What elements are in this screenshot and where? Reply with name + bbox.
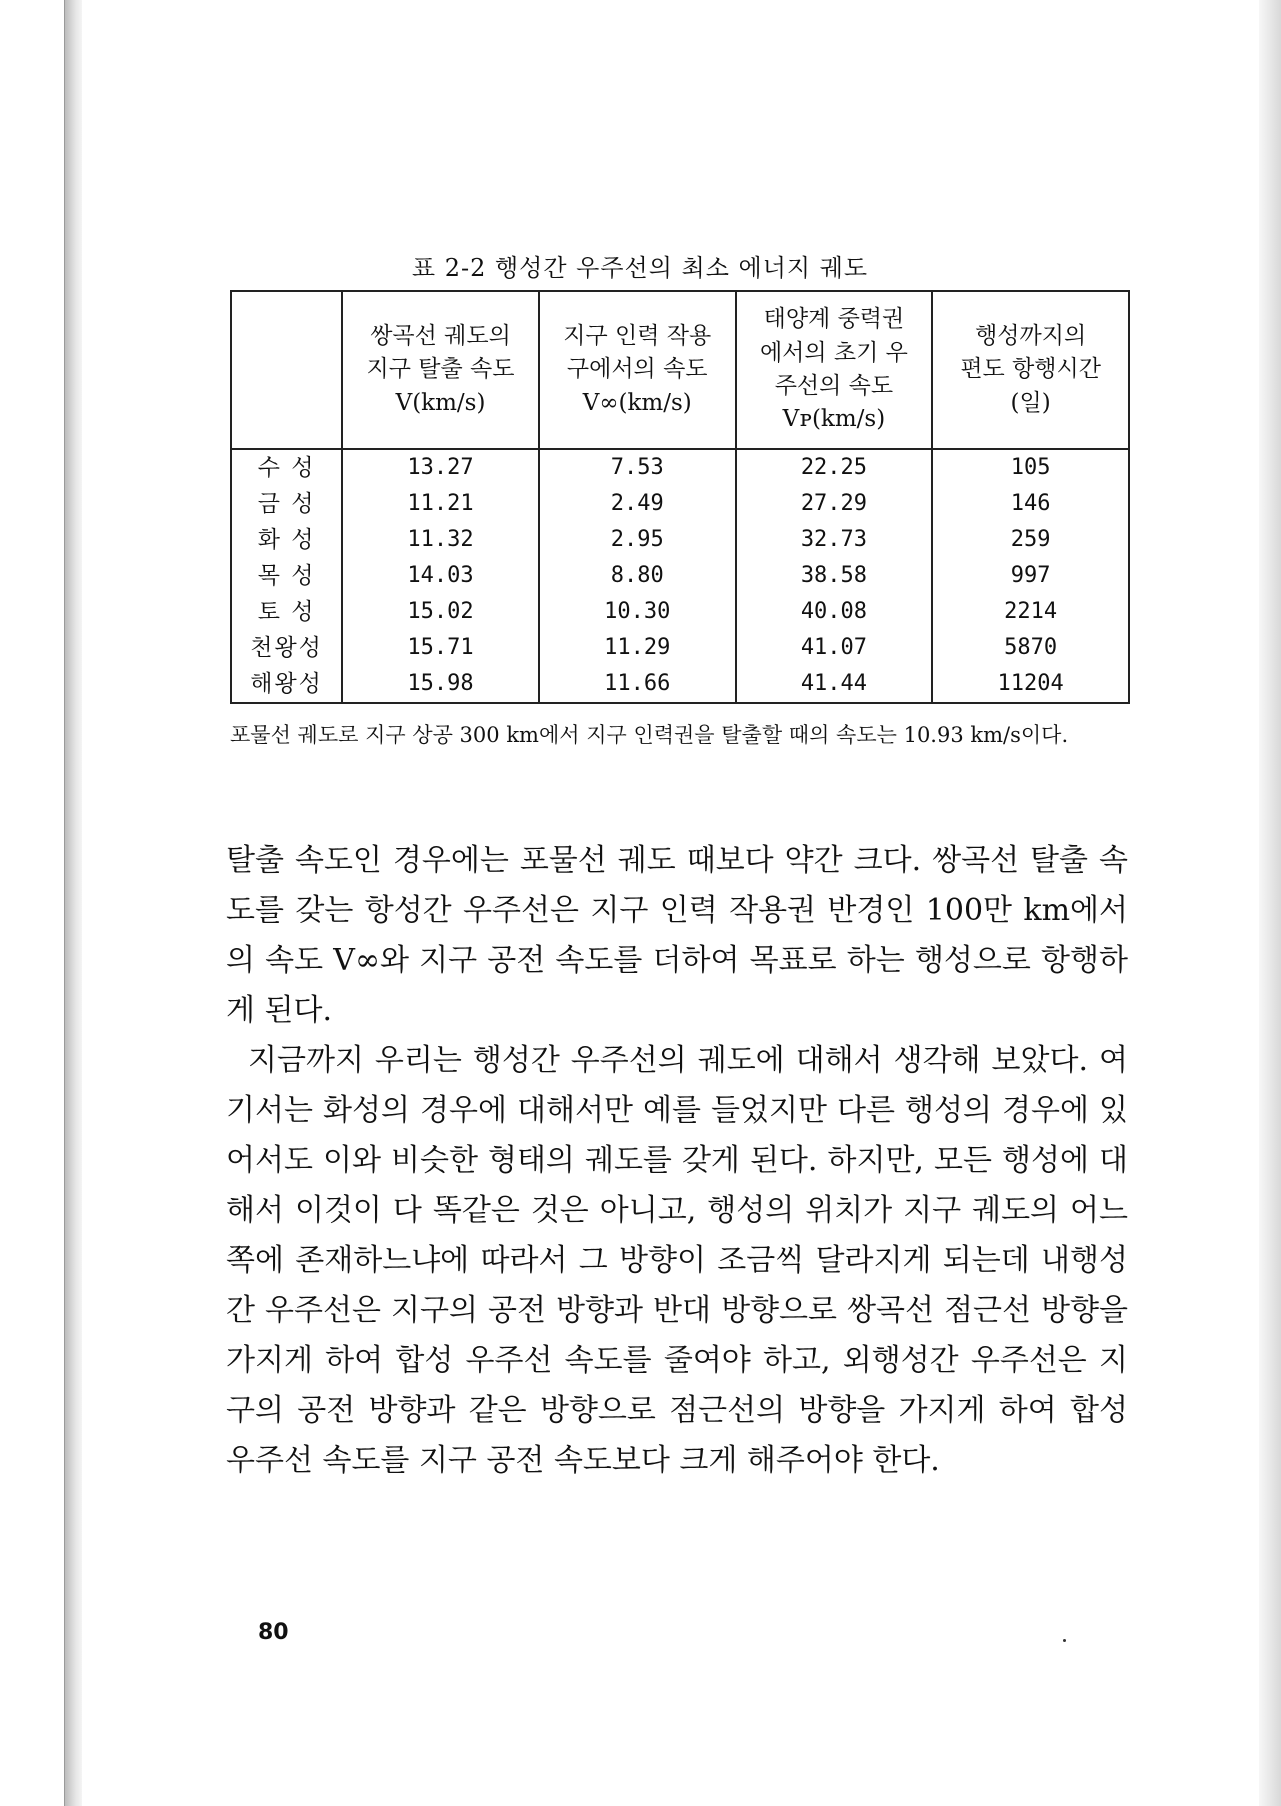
planet-cell: 수 성 [257, 455, 316, 481]
header-line: 지구 탈출 속도 [366, 356, 515, 383]
value-cell: 146 [1010, 491, 1051, 516]
value-cell: 40.08 [800, 599, 868, 624]
planet-cell: 화 성 [257, 527, 316, 553]
value-cell: 5870 [1004, 635, 1058, 660]
table-footnote: 포물선 궤도로 지구 상공 300 km에서 지구 인력권을 탈출할 때의 속도는 10.93 km/s이다. [230, 723, 1069, 747]
value-cell: 7.53 [610, 455, 664, 480]
table-caption: 표 2-2 행성간 우주선의 최소 에너지 궤도 [411, 254, 869, 282]
value-cell: 2214 [1004, 599, 1058, 624]
value-cell: 259 [1010, 527, 1051, 552]
vp-column [736, 449, 933, 703]
header-line: 지구 인력 작용 [563, 322, 712, 349]
table-header-row [231, 291, 1129, 449]
planet-cell: 금 성 [257, 491, 316, 517]
planet-column [231, 449, 342, 703]
value-cell: 997 [1010, 563, 1051, 588]
value-cell: 38.58 [800, 563, 868, 588]
paragraph: 탈출 속도인 경우에는 포물선 궤도 때보다 약간 크다. 쌍곡선 탈출 속도를 갖는 항성간 우주선은 지구 인력 작용권 반경인 100만 km에서의 속도 V∞와 지구 공전 속도를 더하여 목표로 하는 행성으로 항행하게 된다. [226, 843, 1128, 1028]
value-cell: 13.27 [407, 455, 474, 480]
header-travel-time [932, 291, 1129, 449]
header-line: 행성까지의 [975, 322, 1087, 349]
header-line: V∞(km/s) [582, 389, 692, 416]
header-line: Vᴘ(km/s) [782, 406, 886, 433]
travel-time-column [932, 449, 1129, 703]
table-body-row [231, 449, 1129, 703]
page-number: 80 [258, 1620, 289, 1645]
planet-cell: 목 성 [257, 563, 316, 589]
vinf-column [539, 449, 736, 703]
header-line: 편도 항행시간 [960, 356, 1101, 383]
value-cell: 32.73 [800, 527, 868, 552]
value-cell: 2.49 [610, 491, 664, 516]
header-vp [736, 291, 933, 449]
header-vinf [539, 291, 736, 449]
header-line: (일) [1010, 389, 1051, 416]
value-cell: 11.21 [407, 491, 474, 516]
value-cell: 15.98 [407, 671, 474, 696]
value-cell: 15.02 [407, 599, 474, 624]
body-text [226, 836, 1128, 1486]
header-line: 쌍곡선 궤도의 [370, 322, 511, 349]
planet-cell: 토 성 [257, 599, 316, 625]
page-right-shadow [1259, 0, 1281, 1806]
value-cell: 27.29 [800, 491, 868, 516]
value-cell: 22.25 [800, 455, 868, 480]
header-line: 주선의 속도 [774, 373, 894, 399]
planet-cell: 해왕성 [250, 671, 323, 697]
planet-cell: 천왕성 [250, 635, 323, 661]
header-escape-velocity [342, 291, 539, 449]
value-cell: 41.44 [800, 671, 868, 696]
value-cell: 105 [1010, 455, 1051, 480]
value-cell: 15.71 [407, 635, 474, 660]
value-cell: 8.80 [610, 563, 664, 588]
paragraph: 지금까지 우리는 행성간 우주선의 궤도에 대해서 생각해 보았다. 여기서는 화성의 경우에 대해서만 예를 들었지만 다른 행성의 경우에 있어서도 이와 비슷한 형태의 궤도를 갖게 된다. 하지만, 모든 행성에 대해서 이것이 다 똑같은 것은 아니고, 행성의 위치가 지구 궤도의 어느 쪽에 존재하느냐에 따라서 그 방향이 조금씩 달라지게 되는데 내행성간 우주선은 지구의 공전 방향과 반대 방향으로 쌍곡선 점근선 방향을 가지게 하여 합성 우주선 속도를 줄여야 하고, 외행성간 우주선은 지구의 공전 방향과 같은 방향으로 점근선의 방향을 가지게 하여 합성 우주선 속도를 지구 공전 속도보다 크게 해주어야 한다. [226, 1043, 1128, 1478]
header-planet [231, 291, 342, 449]
book-spine-edge [64, 0, 83, 1806]
value-cell: 10.30 [604, 599, 671, 624]
value-cell: 2.95 [610, 527, 664, 552]
escape-velocity-column [342, 449, 539, 703]
value-cell: 41.07 [800, 635, 868, 660]
header-line: 태양계 중력권 [763, 306, 905, 333]
header-line: 에서의 초기 우 [759, 339, 908, 366]
speck [1063, 1639, 1066, 1642]
value-cell: 11.32 [407, 527, 474, 552]
value-cell: 11204 [997, 671, 1064, 696]
header-line: 구에서의 속도 [566, 356, 708, 383]
value-cell: 11.66 [604, 671, 671, 696]
orbit-table [230, 290, 1130, 704]
value-cell: 11.29 [604, 635, 671, 660]
value-cell: 14.03 [407, 563, 474, 588]
header-line: V(km/s) [395, 389, 486, 416]
